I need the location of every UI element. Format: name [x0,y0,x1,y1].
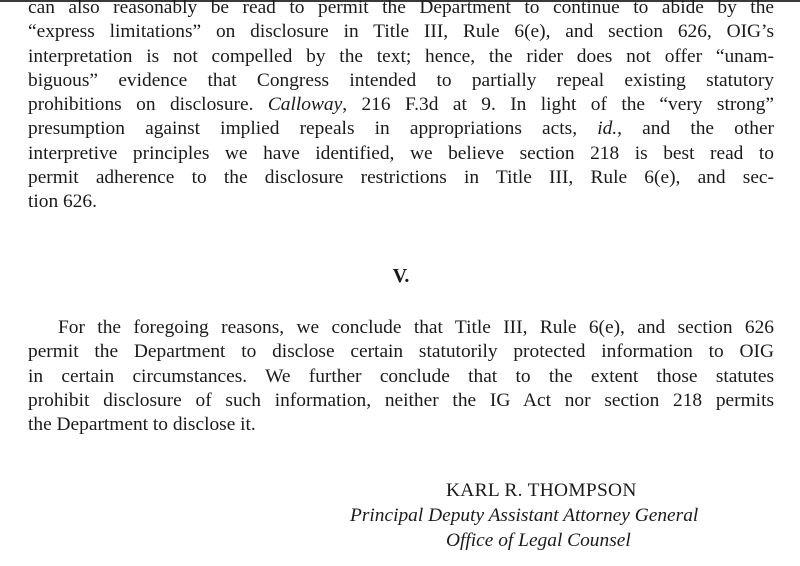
id-citation-italic: id. [597,118,618,140]
paragraph-line: biguous” evidence that Congress intended to partially repeal existing statutory [28,69,774,91]
signatory-name: KARL R. THOMPSON [446,480,637,501]
paragraph-line-citation [28,93,774,117]
case-citation-italic: Calloway [267,94,343,116]
paragraph-line: in certain circumstances. We further conclude that to the extent those statutes [28,365,774,387]
signatory-office: Office of Legal Counsel [446,530,631,551]
paragraph-final-conclusion [28,316,774,437]
paragraph-conclusion-argument [28,2,774,215]
paragraph-line: permit the Department to disclose certain statutorily protected information to OIG [28,341,774,363]
paragraph-line-id-citation [28,117,774,141]
paragraph-line: can also reasonably be read to permit the Department to continue to abide by the [28,0,774,18]
paragraph-line: “express limitations” on disclosure in Title III, Rule 6(e), and section 626, OIG’s [28,21,774,43]
paragraph-line-text: presumption against implied repeals in appropriations acts, [28,118,578,140]
paragraph-line: interpretive principles we have identified, we believe section 218 is best read to [28,142,774,164]
paragraph-line-text: , and the other [617,118,775,140]
section-heading: V. [392,265,410,287]
paragraph-line: For the foregoing reasons, we conclude that Title III, Rule 6(e), and section 626 [58,317,774,338]
paragraph-line: prohibit disclosure of such information, neither the IG Act nor section 218 permits [28,389,774,411]
signatory-title: Principal Deputy Assistant Attorney General [350,505,699,526]
paragraph-line: tion 626. [28,191,97,213]
paragraph-line-text: prohibitions on disclosure. [28,94,254,116]
paragraph-line: interpretation is not compelled by the text; hence, the rider does not offer “unam- [28,45,774,67]
paragraph-line-text: , 216 F.3d at 9. In light of the “very strong” [342,94,774,116]
paragraph-line: permit adherence to the disclosure restrictions in Title III, Rule 6(e), and sec- [28,167,774,189]
paragraph-line: the Department to disclose it. [28,414,256,436]
